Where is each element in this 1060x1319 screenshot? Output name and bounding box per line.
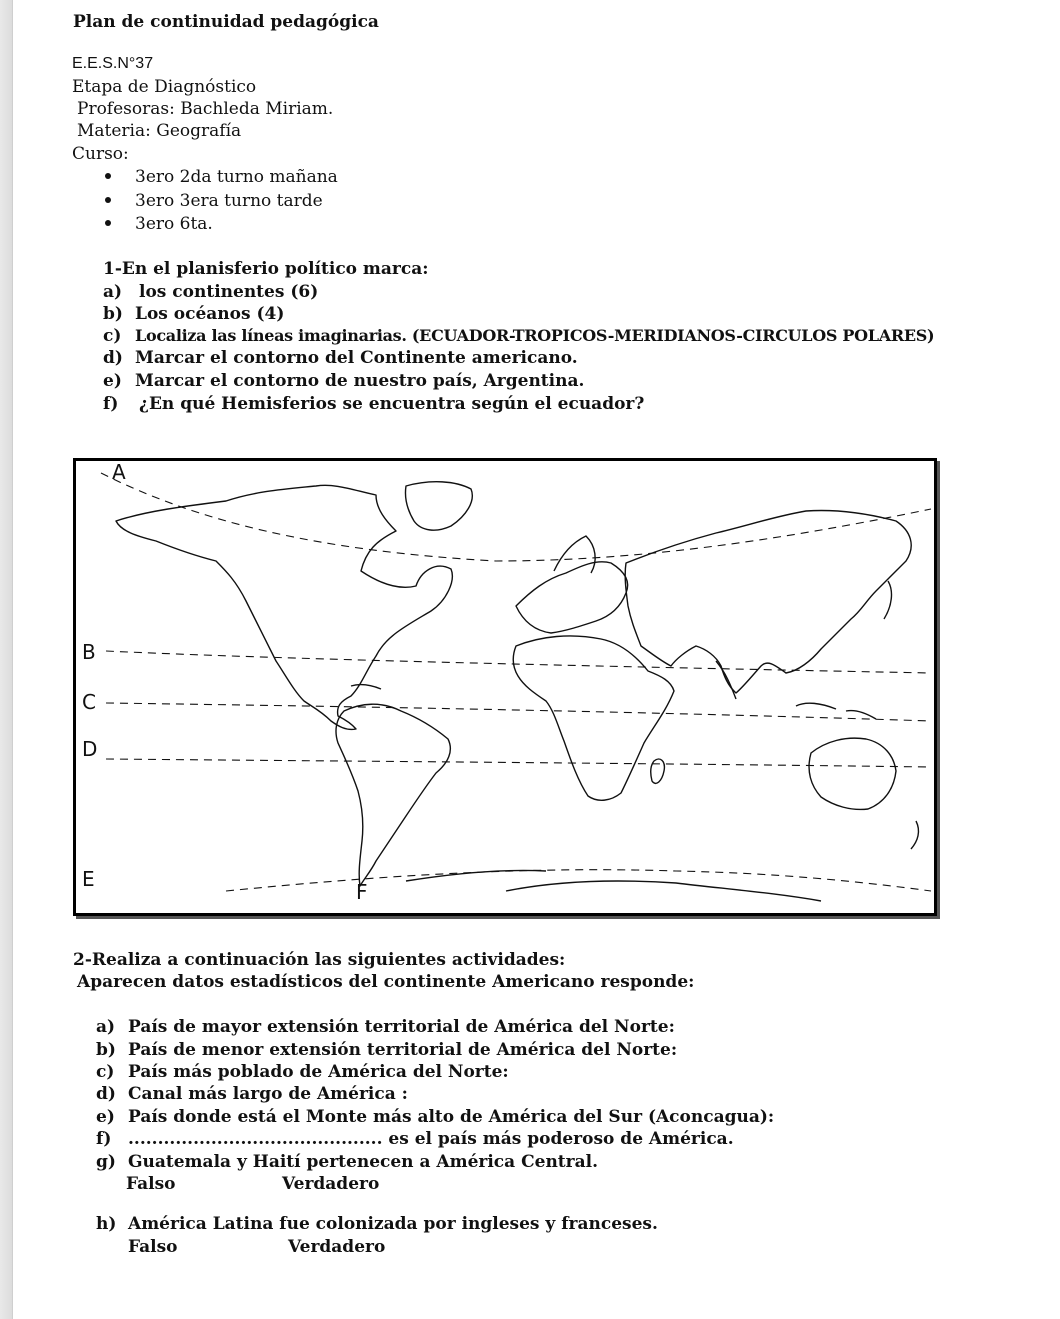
item-text: Marcar el contorno del Continente americano.	[135, 348, 578, 368]
item-text: ¿En qué Hemisferios se encuentra según el ecuador?	[139, 394, 645, 414]
caribbean-outline	[351, 685, 381, 689]
item-text: ........................................... es el país más poderoso de América.	[128, 1129, 734, 1149]
subject-label: Materia: Geografía	[77, 121, 242, 141]
bullet-icon	[105, 220, 111, 226]
activity2-intro: Aparecen datos estadísticos del continente Americano responde:	[77, 972, 695, 992]
line-label-c: C	[82, 690, 96, 714]
line-label-d: D	[82, 737, 98, 761]
teachers-label: Profesoras: Bachleda Miriam.	[77, 99, 334, 119]
option-true[interactable]: Verdadero	[282, 1174, 380, 1194]
item-letter: a)	[96, 1017, 116, 1037]
item-letter: f)	[103, 394, 119, 414]
asia-outline	[625, 510, 911, 693]
line-label-a: A	[112, 461, 126, 484]
course-label: Curso:	[72, 144, 129, 164]
antarctica-outline	[406, 870, 821, 901]
new-zealand-outline	[911, 821, 918, 849]
course-item: 3ero 3era turno tarde	[135, 191, 323, 211]
option-false[interactable]: Falso	[128, 1237, 178, 1257]
indonesia-outline	[796, 703, 876, 719]
item-text: País de menor extensión territorial de América del Norte:	[128, 1040, 678, 1060]
item-text: Marcar el contorno de nuestro país, Argentina.	[135, 371, 585, 391]
option-false[interactable]: Falso	[126, 1174, 176, 1194]
school-name: E.E.S.N°37	[72, 55, 154, 72]
item-text: los continentes (6)	[139, 282, 319, 302]
activity2-heading: 2-Realiza a continuación las siguientes actividades:	[73, 950, 566, 970]
africa-outline	[513, 636, 674, 800]
item-letter: g)	[96, 1152, 116, 1172]
madagascar-outline	[651, 759, 665, 783]
page-edge	[0, 0, 12, 1319]
item-letter: b)	[96, 1040, 116, 1060]
course-item: 3ero 2da turno mañana	[135, 167, 338, 187]
document-title: Plan de continuidad pedagógica	[73, 12, 379, 32]
world-map	[73, 458, 937, 916]
arctic-circle-line	[101, 473, 931, 561]
item-letter: d)	[103, 348, 123, 368]
course-item: 3ero 6ta.	[135, 214, 213, 234]
item-text: Localiza las líneas imaginarias. (ECUADOR-TROPICOS-MERIDIANOS-CIRCULOS POLARES)	[135, 326, 935, 345]
stage-label: Etapa de Diagnóstico	[72, 77, 257, 97]
scandinavia-outline	[554, 536, 595, 573]
item-text: América Latina fue colonizada por ingleses y franceses.	[128, 1214, 658, 1234]
option-true[interactable]: Verdadero	[288, 1237, 386, 1257]
item-text: Los océanos (4)	[135, 304, 285, 324]
line-label-b: B	[82, 640, 96, 664]
item-letter: f)	[96, 1129, 112, 1149]
item-text: País de mayor extensión territorial de América del Norte:	[128, 1017, 675, 1037]
europe-outline	[516, 562, 628, 633]
item-letter: d)	[96, 1084, 116, 1104]
equator-line	[106, 703, 931, 721]
item-text: País donde está el Monte más alto de América del Sur (Aconcagua):	[128, 1107, 775, 1127]
antarctic-circle-line	[226, 870, 931, 891]
australia-outline	[809, 738, 896, 809]
south-america-outline	[336, 704, 450, 886]
greenland-outline	[405, 482, 472, 530]
item-text: Canal más largo de América :	[128, 1084, 408, 1104]
tropic-capricorn-line	[106, 759, 931, 767]
activity1-heading: 1-En el planisferio político marca:	[103, 259, 429, 279]
item-letter: b)	[103, 304, 123, 324]
japan-outline	[884, 581, 891, 619]
item-letter: e)	[96, 1107, 115, 1127]
item-letter: e)	[103, 371, 122, 391]
line-label-f: F	[356, 880, 368, 904]
item-letter: a)	[103, 282, 123, 302]
line-label-e: E	[82, 867, 95, 891]
bullet-icon	[105, 173, 111, 179]
item-letter: c)	[96, 1062, 115, 1082]
item-text: Guatemala y Haití pertenecen a América Central.	[128, 1152, 598, 1172]
bullet-icon	[105, 197, 111, 203]
item-letter: h)	[96, 1214, 117, 1234]
world-map-drawing	[76, 461, 934, 913]
north-america-outline	[116, 485, 452, 729]
item-text: País más poblado de América del Norte:	[128, 1062, 509, 1082]
item-letter: c)	[103, 326, 122, 346]
